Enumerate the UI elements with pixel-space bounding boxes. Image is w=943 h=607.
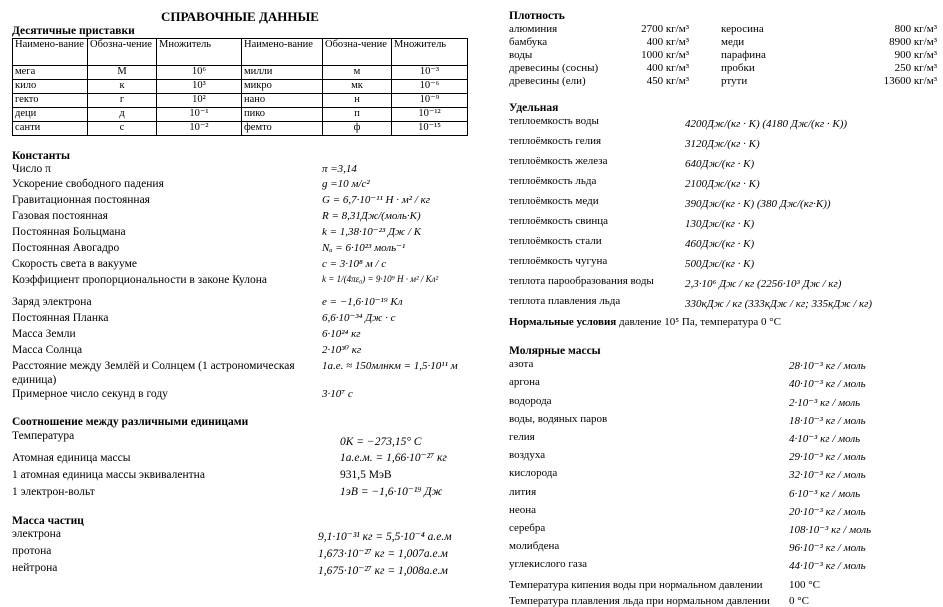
constant-row: [12, 258, 468, 274]
constant-value: g =10 м/с²: [322, 178, 370, 191]
heat-list: [509, 115, 937, 315]
heat-name: теплота парообразования воды: [509, 275, 654, 288]
molar-name: гелия: [509, 431, 535, 444]
constant-name: Масса Земли: [12, 328, 76, 341]
molar-name: лития: [509, 485, 537, 498]
constants-list: [12, 163, 468, 404]
table-cell: к: [88, 80, 157, 94]
molar-value: 96·10⁻³ кг / моль: [789, 542, 866, 555]
particle-name: электрона: [12, 527, 61, 540]
normal-conditions: [509, 316, 937, 329]
density-name: пробки: [721, 62, 755, 75]
molar-value: 28·10⁻³ кг / моль: [789, 360, 866, 373]
heat-value: 500Дж/(кг · К): [685, 258, 755, 271]
density-name: меди: [721, 36, 745, 49]
heat-heading: Удельная: [509, 102, 559, 115]
constant-row: [12, 210, 468, 226]
table-cell: гекто: [13, 94, 88, 108]
table-cell: 10⁻¹: [157, 108, 242, 122]
density-list: [509, 23, 937, 88]
normal-conditions-text: давление 10⁵ Па, температура 0 °С: [619, 316, 782, 329]
particle-row: [12, 562, 468, 579]
table-cell: 10⁻⁹: [392, 94, 468, 108]
constant-name: Постоянная Больцмана: [12, 226, 126, 239]
density-value: 1000 кг/м³: [641, 49, 689, 62]
table-cell: н: [323, 94, 392, 108]
molar-name: воздуха: [509, 449, 546, 462]
table-cell: санти: [13, 122, 88, 136]
unit-value: 0K = −273,15° C: [340, 435, 422, 448]
heat-value: 640Дж/(кг · К): [685, 158, 755, 171]
header-cell: Наимено-вание: [13, 39, 88, 66]
table-cell: 10⁻¹²: [392, 108, 468, 122]
molar-value: 40·10⁻³ кг / моль: [789, 378, 866, 391]
heat-value: 460Дж/(кг · К): [685, 238, 755, 251]
heat-value: 330кДж / кг (333кДж / кг; 335кДж / кг): [685, 298, 873, 311]
heat-name: теплоёмкость свинца: [509, 215, 609, 228]
table-cell: 10⁶: [157, 66, 242, 80]
density-value: 400 кг/м³: [646, 62, 689, 75]
constant-row: [12, 274, 468, 296]
constant-row: [12, 163, 468, 178]
header-cell: Множитель: [157, 39, 242, 66]
right-column: [509, 0, 937, 607]
table-cell: пико: [242, 108, 323, 122]
molar-list: [509, 358, 937, 576]
particle-row: [12, 545, 468, 562]
table-cell: с: [88, 122, 157, 136]
constant-row: [12, 296, 468, 312]
density-heading: Плотность: [509, 10, 565, 22]
constant-value: 2·10³⁰ кг: [322, 344, 362, 357]
molar-name: аргона: [509, 376, 540, 389]
constant-value: 3·10⁷ с: [322, 388, 353, 401]
unit-value: 931,5 МэВ: [340, 468, 392, 481]
table-cell: м: [323, 66, 392, 80]
heat-name: теплота плавления льда: [509, 295, 621, 308]
molar-value: 2·10⁻³ кг / моль: [789, 396, 861, 409]
header-cell: Наимено-вание: [242, 39, 323, 66]
table-cell: микро: [242, 80, 323, 94]
constant-name: Постоянная Планка: [12, 312, 109, 325]
density-name: древесины (сосны): [509, 62, 599, 75]
prefixes-heading: Десятичные приставки: [12, 24, 135, 37]
constant-name: Коэффициент пропорциональности в законе Кулона: [12, 274, 268, 287]
constant-name: Газовая постоянная: [12, 210, 108, 223]
density-name: керосина: [721, 23, 764, 36]
constant-value: G = 6,7·10⁻¹¹ H · м² / кг: [322, 194, 431, 207]
constant-name: Расстояние между Землёй и Солнцем (1 астрономическая единица): [12, 360, 295, 386]
heat-value: 130Дж/(кг · К): [685, 218, 755, 231]
molar-value: 4·10⁻³ кг / моль: [789, 433, 861, 446]
table-cell: п: [323, 108, 392, 122]
molar-value: 18·10⁻³ кг / моль: [789, 414, 866, 427]
table-cell: 10⁻³: [392, 66, 468, 80]
molar-name: водорода: [509, 394, 552, 407]
unit-row: [12, 430, 468, 452]
heat-name: теплоёмкость железа: [509, 155, 608, 168]
density-name: воды: [509, 49, 533, 62]
particles-list: [12, 528, 468, 579]
table-cell: мега: [13, 66, 88, 80]
constant-row: [12, 226, 468, 242]
melting-label: Температура плавления льда при нормальном давлении: [509, 594, 770, 607]
units-heading: Соотношение между различными единицами: [12, 416, 249, 429]
unit-name: Температура: [12, 429, 75, 442]
boiling-row: [509, 579, 937, 591]
heat-name: теплоёмкость меди: [509, 195, 599, 208]
prefixes-table: [12, 38, 468, 136]
table-cell: ф: [323, 122, 392, 136]
table-cell: М: [88, 66, 157, 80]
heat-value: 2100Дж/(кг · К): [685, 178, 760, 191]
constant-value: Nₐ = 6·10²³ моль⁻¹: [322, 242, 406, 255]
molar-value: 44·10⁻³ кг / моль: [789, 560, 866, 573]
unit-name: Атомная единица массы: [12, 451, 131, 464]
normal-conditions-label: Нормальные условия: [509, 316, 617, 329]
unit-value: 1а.е.м. = 1,66·10⁻²⁷ кг: [340, 451, 447, 464]
constant-name: Число π: [12, 163, 51, 176]
heat-name: теплоёмкость чугуна: [509, 255, 608, 268]
heat-value: 3120Дж/(кг · К): [685, 138, 760, 151]
table-row: [13, 122, 468, 136]
constant-name: Заряд электрона: [12, 296, 92, 309]
particle-value: 1,675·10⁻²⁷ кг = 1,008а.е.м: [318, 564, 448, 577]
constant-name: Постоянная Авогадро: [12, 242, 120, 255]
density-name: алюминия: [509, 23, 558, 36]
heat-name: теплоёмкость стали: [509, 235, 602, 248]
constant-name: Ускорение свободного падения: [12, 178, 164, 191]
table-row: [13, 66, 468, 80]
heat-name: теплоемкость воды: [509, 115, 599, 128]
table-cell: 10⁻¹⁵: [392, 122, 468, 136]
table-row: [13, 94, 468, 108]
molar-name: неона: [509, 503, 537, 516]
particle-value: 9,1·10⁻³¹ кг = 5,5·10⁻⁴ а.е.м: [318, 530, 452, 543]
molar-value: 20·10⁻³ кг / моль: [789, 505, 866, 518]
heat-name: теплоёмкость льда: [509, 175, 597, 188]
unit-row: [12, 452, 468, 469]
molar-name: кислорода: [509, 467, 558, 480]
molar-name: азота: [509, 358, 534, 371]
constant-name: Примерное число секунд в году: [12, 388, 168, 401]
constant-value: 6·10²⁴ кг: [322, 328, 361, 341]
left-column: [12, 0, 468, 579]
molar-name: углекислого газа: [509, 558, 588, 571]
table-cell: 10⁻²: [157, 122, 242, 136]
table-cell: нано: [242, 94, 323, 108]
unit-value: 1эВ = −1,6·10⁻¹⁹ Дж: [340, 485, 443, 498]
constant-row: [12, 328, 468, 344]
header-cell: Множитель: [392, 39, 468, 66]
constant-value: k = 1,38·10⁻²³ Дж / К: [322, 226, 422, 239]
boiling-value: 100 °С: [789, 578, 820, 591]
table-cell: г: [88, 94, 157, 108]
molar-heading: Молярные массы: [509, 345, 601, 358]
table-cell: 10³: [157, 80, 242, 94]
unit-row: [12, 486, 468, 503]
boiling-label: Температура кипения воды при нормальном давлении: [509, 578, 763, 591]
units-list: [12, 430, 468, 503]
particles-heading: Масса частиц: [12, 514, 84, 527]
header-cell: Обозна-чение: [323, 39, 392, 66]
constant-value: 1а.е. ≈ 150млнкм = 1,5·10¹¹ м: [322, 360, 458, 373]
density-value: 2700 кг/м³: [641, 23, 689, 36]
unit-name: 1 атомная единица массы эквивалентна: [12, 468, 205, 481]
constant-row: [12, 194, 468, 210]
constant-row: [12, 178, 468, 194]
table-cell: милли: [242, 66, 323, 80]
table-cell: мк: [323, 80, 392, 94]
molar-value: 108·10⁻³ кг / моль: [789, 523, 872, 536]
density-name: древесины (ели): [509, 75, 586, 88]
molar-name: молибдена: [509, 540, 560, 553]
density-name: ртути: [721, 75, 748, 88]
density-value: 8900 кг/м³: [889, 36, 937, 49]
constant-row: [12, 360, 468, 388]
heat-value: 2,3·10⁶ Дж / кг (2256·10³ Дж / кг): [685, 278, 842, 291]
density-value: 250 кг/м³: [894, 62, 937, 75]
table-cell: кило: [13, 80, 88, 94]
melting-row: [509, 595, 937, 607]
unit-name: 1 электрон-вольт: [12, 485, 95, 498]
table-row: [13, 80, 468, 94]
constant-value: 6,6·10⁻³⁴ Дж · с: [322, 312, 396, 325]
density-name: парафина: [721, 49, 766, 62]
unit-row: [12, 469, 468, 486]
density-value: 450 кг/м³: [646, 75, 689, 88]
constant-value: e = −1,6·10⁻¹⁹ Кл: [322, 296, 403, 309]
melting-value: 0 °С: [789, 594, 809, 607]
constant-row: [12, 242, 468, 258]
table-cell: 10⁻⁶: [392, 80, 468, 94]
particle-name: нейтрона: [12, 561, 58, 574]
constant-name: Гравитационная постоянная: [12, 194, 150, 207]
table-cell: фемто: [242, 122, 323, 136]
density-value: 900 кг/м³: [894, 49, 937, 62]
constant-value: π =3,14: [322, 163, 357, 176]
page-title: СПРАВОЧНЫЕ ДАННЫЕ: [161, 9, 319, 24]
density-value: 13600 кг/м³: [883, 75, 937, 88]
heat-value: 4200Дж/(кг · К) (4180 Дж/(кг · К)): [685, 118, 848, 131]
density-value: 400 кг/м³: [646, 36, 689, 49]
heat-value: 390Дж/(кг · К) (380 Дж/(кг·К)): [685, 198, 831, 211]
constants-heading: Константы: [12, 150, 71, 163]
molar-value: 32·10⁻³ кг / моль: [789, 469, 866, 482]
particle-name: протона: [12, 544, 52, 557]
constant-row: [12, 344, 468, 360]
density-name: бамбука: [509, 36, 548, 49]
constant-value: c = 3·10⁸ м / с: [322, 258, 387, 271]
constant-value: R = 8,31Дж/(моль·K): [322, 210, 421, 223]
molar-name: воды, водяных паров: [509, 412, 608, 425]
molar-value: 29·10⁻³ кг / моль: [789, 451, 866, 464]
constant-row: [12, 312, 468, 328]
molar-value: 6·10⁻³ кг / моль: [789, 487, 861, 500]
heat-name: теплоёмкость гелия: [509, 135, 602, 148]
molar-name: серебра: [509, 521, 546, 534]
particle-row: [12, 528, 468, 545]
table-cell: 10²: [157, 94, 242, 108]
table-row: [13, 108, 468, 122]
header-cell: Обозна-чение: [88, 39, 157, 66]
table-cell: д: [88, 108, 157, 122]
constant-name: Скорость света в вакууме: [12, 258, 138, 271]
table-header-row: [13, 39, 468, 66]
density-value: 800 кг/м³: [894, 23, 937, 36]
constant-name: Масса Солнца: [12, 344, 83, 357]
constant-row: [12, 388, 468, 404]
particle-value: 1,673·10⁻²⁷ кг = 1,007а.е.м: [318, 547, 448, 560]
table-cell: деци: [13, 108, 88, 122]
constant-value: k = 1/(4πε₀) = 9·10⁹ H · м² / Кл²: [322, 274, 439, 285]
